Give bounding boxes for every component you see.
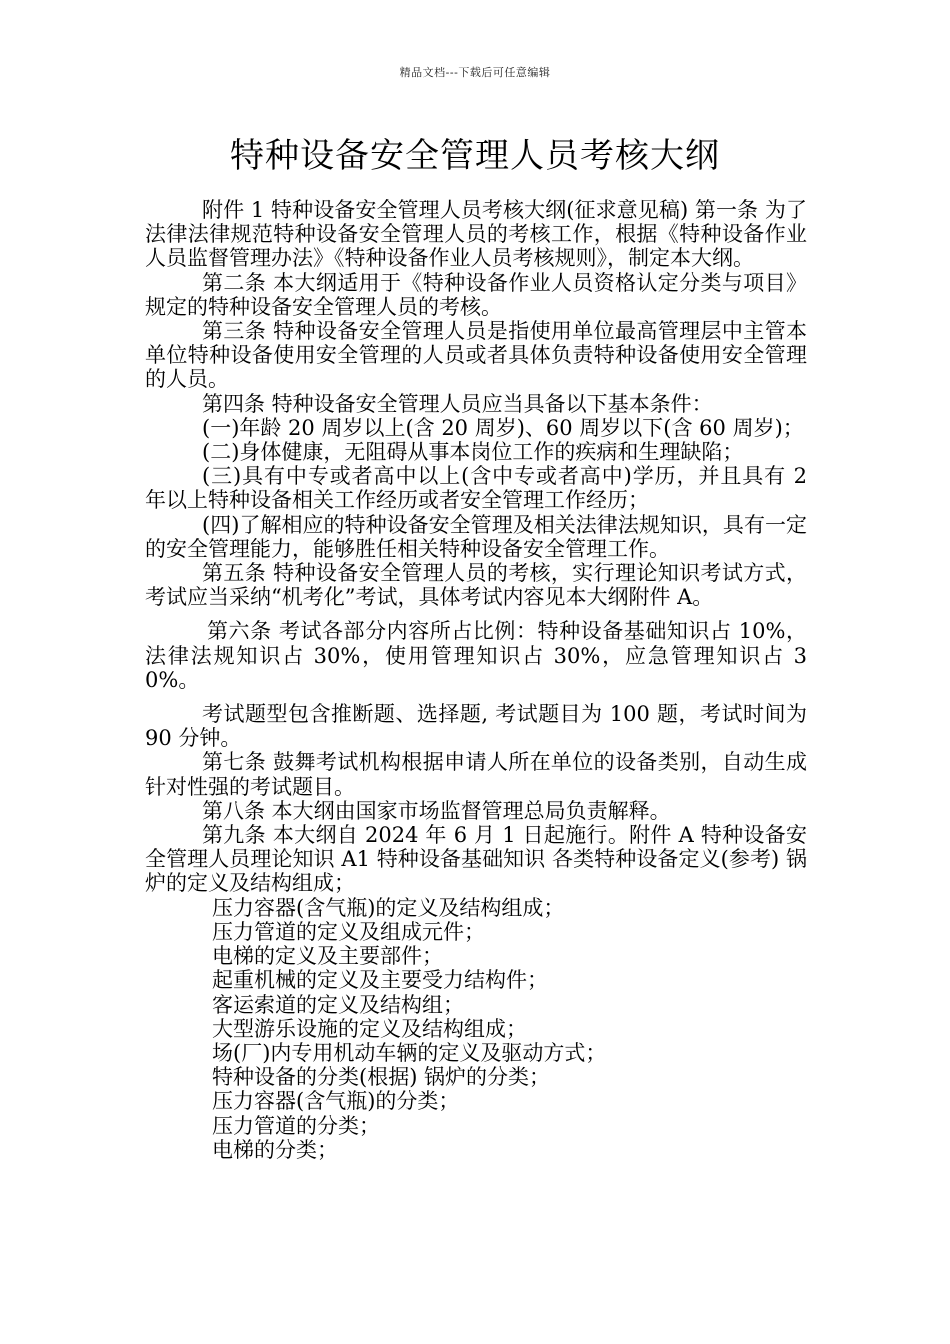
list-item: 起重机械的定义及主要受力结构件； [212, 968, 548, 993]
list-item: 电梯的定义及主要部件； [212, 944, 443, 969]
header-note: 精品文档---下载后可任意编辑 [399, 66, 551, 79]
paragraph-article-4: 第四条 特种设备安全管理人员应当具备以下基本条件： [202, 391, 713, 416]
paragraph-condition-3: (三)具有中专或者高中以上(含中专或者高中)学历，并且具有 2 年以上特种设备相关工作经历或者安全管理工作经历； [145, 464, 807, 513]
paragraph-article-3: 第三条 特种设备安全管理人员是指使用单位最高管理层中主管本单位特种设备使用安全管理的人员或者具体负责特种设备使用安全管理的人员。 [145, 319, 807, 392]
list-item: 场(厂)内专用机动车辆的定义及驱动方式； [212, 1040, 607, 1065]
paragraph-article-9: 第九条 本大纲自 2024 年 6 月 1 日起施行。附件 A 特种设备安全管理人员理论知识 A1 特种设备基础知识 各类特种设备定义(参考) 锅炉的定义及结构组成； [145, 823, 807, 896]
list-item: 电梯的分类； [212, 1137, 338, 1162]
list-item: 压力管道的定义及组成元件； [212, 919, 485, 944]
paragraph-article-6: 第六条 考试各部分内容所占比例：特种设备基础知识占 10%，法律法规知识占 30%，使用管理知识占 30%，应急管理知识占 30%。 [145, 619, 807, 692]
paragraph-article-8: 第八条 本大纲由国家市场监督管理总局负责解释。 [202, 798, 671, 823]
list-item: 客运索道的定义及结构组； [212, 992, 464, 1017]
list-item: 压力容器(含气瓶)的分类； [212, 1089, 460, 1114]
paragraph-condition-2: (二)身体健康，无阻碍从事本岗位工作的疾病和生理缺陷； [202, 440, 744, 465]
page-title: 特种设备安全管理人员考核大纲 [230, 136, 720, 176]
paragraph-condition-1: (一)年龄 20 周岁以上(含 20 周岁)、60 周岁以下(含 60 周岁)； [202, 415, 804, 440]
paragraph-exam-format: 考试题型包含推断题、选择题, 考试题目为 100 题，考试时间为 90 分钟。 [145, 702, 807, 751]
document-body [145, 198, 807, 1162]
paragraph-article-2: 第二条 本大纲适用于《特种设备作业人员资格认定分类与项目》规定的特种设备安全管理人员的考核。 [145, 270, 807, 319]
paragraph-article-7: 第七条 鼓舞考试机构根据申请人所在单位的设备类别，自动生成针对性强的考试题目。 [145, 750, 807, 799]
list-item: 特种设备的分类(根据) 锅炉的分类； [212, 1065, 551, 1090]
paragraph-article-1: 附件 1 特种设备安全管理人员考核大纲(征求意见稿) 第一条 为了法律法律规范特种设备安全管理人员的考核工作，根据《特种设备作业人员监督管理办法》《特种设备作业人员考核规则》，制定本大纲。 [145, 198, 807, 271]
paragraph-condition-4: (四)了解相应的特种设备安全管理及相关法律法规知识，具有一定的安全管理能力，能够胜任相关特种设备安全管理工作。 [145, 512, 807, 561]
list-item: 压力容器(含气瓶)的定义及结构组成； [212, 895, 565, 920]
list-item: 大型游乐设施的定义及结构组成； [212, 1016, 527, 1041]
paragraph-article-5: 第五条 特种设备安全管理人员的考核，实行理论知识考试方式，考试应当采纳“机考化”考试，具体考试内容见本大纲附件 A。 [145, 561, 807, 610]
list-item: 压力管道的分类； [212, 1113, 380, 1138]
